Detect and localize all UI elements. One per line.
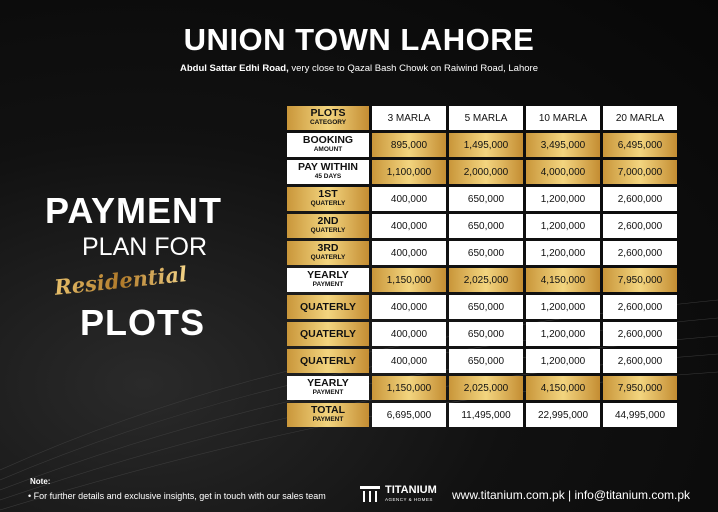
row-category-cell — [287, 268, 369, 292]
headline-plan-for: PLAN FOR — [82, 233, 208, 261]
table-cell: 650,000 — [449, 349, 523, 373]
table-cell: 1,200,000 — [526, 349, 600, 373]
table-cell: 400,000 — [372, 349, 446, 373]
row-category-sub: PAYMENT — [312, 281, 344, 288]
table-row — [287, 133, 677, 157]
address-road: Abdul Sattar Edhi Road, — [180, 63, 289, 74]
table-cell: 2,025,000 — [449, 376, 523, 400]
table-cell: 4,000,000 — [526, 160, 600, 184]
row-category-sub: PAYMENT — [312, 416, 344, 423]
table-cell: 1,200,000 — [526, 187, 600, 211]
address-rest: very close to Qazal Bash Chowk on Raiwind Road, Lahore — [288, 63, 538, 74]
header-category-sub: CATEGORY — [309, 119, 347, 126]
row-category-cell — [287, 133, 369, 157]
column-header: 3 MARLA — [372, 106, 446, 130]
row-category-top: YEARLY — [307, 377, 349, 389]
table-cell: 2,000,000 — [449, 160, 523, 184]
row-category-top: TOTAL — [310, 404, 346, 416]
table-cell: 1,200,000 — [526, 214, 600, 238]
table-cell: 6,695,000 — [372, 403, 446, 427]
table-cell: 1,200,000 — [526, 295, 600, 319]
row-category-cell — [287, 376, 369, 400]
table-row — [287, 376, 677, 400]
table-row — [287, 160, 677, 184]
table-cell: 22,995,000 — [526, 403, 600, 427]
table-row — [287, 322, 677, 346]
table-cell: 400,000 — [372, 187, 446, 211]
table-cell: 4,150,000 — [526, 376, 600, 400]
row-category-cell — [287, 187, 369, 211]
titanium-logo-icon — [360, 486, 380, 502]
row-category-cell — [287, 349, 369, 373]
row-category-top: PAY WITHIN — [298, 161, 358, 173]
table-cell: 650,000 — [449, 214, 523, 238]
row-category-sub: PAYMENT — [312, 389, 344, 396]
table-cell: 7,950,000 — [603, 376, 677, 400]
table-cell: 2,600,000 — [603, 322, 677, 346]
page-title: UNION TOWN LAHORE — [183, 22, 535, 57]
row-category-sub: QUATERLY — [310, 227, 346, 234]
logo-name: TITANIUM — [385, 484, 437, 496]
row-category-sub: AMOUNT — [313, 146, 343, 153]
headline-payment: PAYMENT — [45, 190, 223, 231]
row-category-sub: QUATERLY — [310, 200, 346, 207]
table-cell: 4,150,000 — [526, 268, 600, 292]
table-cell: 44,995,000 — [603, 403, 677, 427]
table-cell: 1,495,000 — [449, 133, 523, 157]
row-category-cell — [287, 241, 369, 265]
row-category-top: 2ND — [317, 215, 339, 227]
table-cell: 7,000,000 — [603, 160, 677, 184]
table-cell: 11,495,000 — [449, 403, 523, 427]
table-cell: 400,000 — [372, 214, 446, 238]
contact-info: www.titanium.com.pk | info@titanium.com.pk — [452, 488, 691, 502]
note-label: Note: — [30, 477, 51, 486]
row-category-cell — [287, 322, 369, 346]
table-cell: 1,200,000 — [526, 322, 600, 346]
table-cell: 650,000 — [449, 295, 523, 319]
table-cell: 7,950,000 — [603, 268, 677, 292]
table-cell: 2,600,000 — [603, 214, 677, 238]
table-row — [287, 349, 677, 373]
table-cell: 400,000 — [372, 322, 446, 346]
payment-table — [284, 103, 680, 430]
table-cell: 2,600,000 — [603, 241, 677, 265]
table-cell: 1,200,000 — [526, 241, 600, 265]
header-category-top: PLOTS — [310, 107, 346, 119]
table-cell: 650,000 — [449, 322, 523, 346]
note-text: • For further details and exclusive insights, get in touch with our sales team — [28, 491, 326, 501]
row-category-cell — [287, 403, 369, 427]
table-header-row — [287, 106, 677, 130]
table-cell: 2,025,000 — [449, 268, 523, 292]
logo-tagline: AGENCY & HOMES — [385, 497, 433, 502]
table-cell: 650,000 — [449, 187, 523, 211]
row-category-sub: QUATERLY — [299, 354, 356, 367]
table-cell: 1,100,000 — [372, 160, 446, 184]
header-category-cell — [287, 106, 369, 130]
row-category-top: YEARLY — [307, 269, 349, 281]
table-row — [287, 403, 677, 427]
row-category-sub: QUATERLY — [299, 300, 356, 313]
row-category-top: BOOKING — [302, 134, 354, 146]
column-header: 5 MARLA — [449, 106, 523, 130]
row-category-sub: 45 DAYS — [314, 173, 342, 180]
headline-residential: Residential — [53, 261, 189, 300]
column-header: 10 MARLA — [526, 106, 600, 130]
row-category-top: 3RD — [317, 242, 339, 254]
column-header: 20 MARLA — [603, 106, 677, 130]
address-line — [0, 63, 718, 74]
table-row — [287, 295, 677, 319]
row-category-cell — [287, 295, 369, 319]
row-category-top: 1ST — [318, 188, 338, 200]
table-row — [287, 187, 677, 211]
table-row — [287, 214, 677, 238]
row-category-cell — [287, 160, 369, 184]
table-cell: 3,495,000 — [526, 133, 600, 157]
row-category-cell — [287, 214, 369, 238]
table-cell: 2,600,000 — [603, 187, 677, 211]
table-cell: 2,600,000 — [603, 349, 677, 373]
table-cell: 2,600,000 — [603, 295, 677, 319]
table-cell: 400,000 — [372, 295, 446, 319]
row-category-sub: QUATERLY — [310, 254, 346, 261]
table-row — [287, 268, 677, 292]
table-cell: 400,000 — [372, 241, 446, 265]
table-cell: 1,150,000 — [372, 268, 446, 292]
table-cell: 650,000 — [449, 241, 523, 265]
table-cell: 1,150,000 — [372, 376, 446, 400]
headline-plots: PLOTS — [80, 302, 206, 343]
row-category-sub: QUATERLY — [299, 327, 356, 340]
table-cell: 6,495,000 — [603, 133, 677, 157]
table-row — [287, 241, 677, 265]
table-cell: 895,000 — [372, 133, 446, 157]
